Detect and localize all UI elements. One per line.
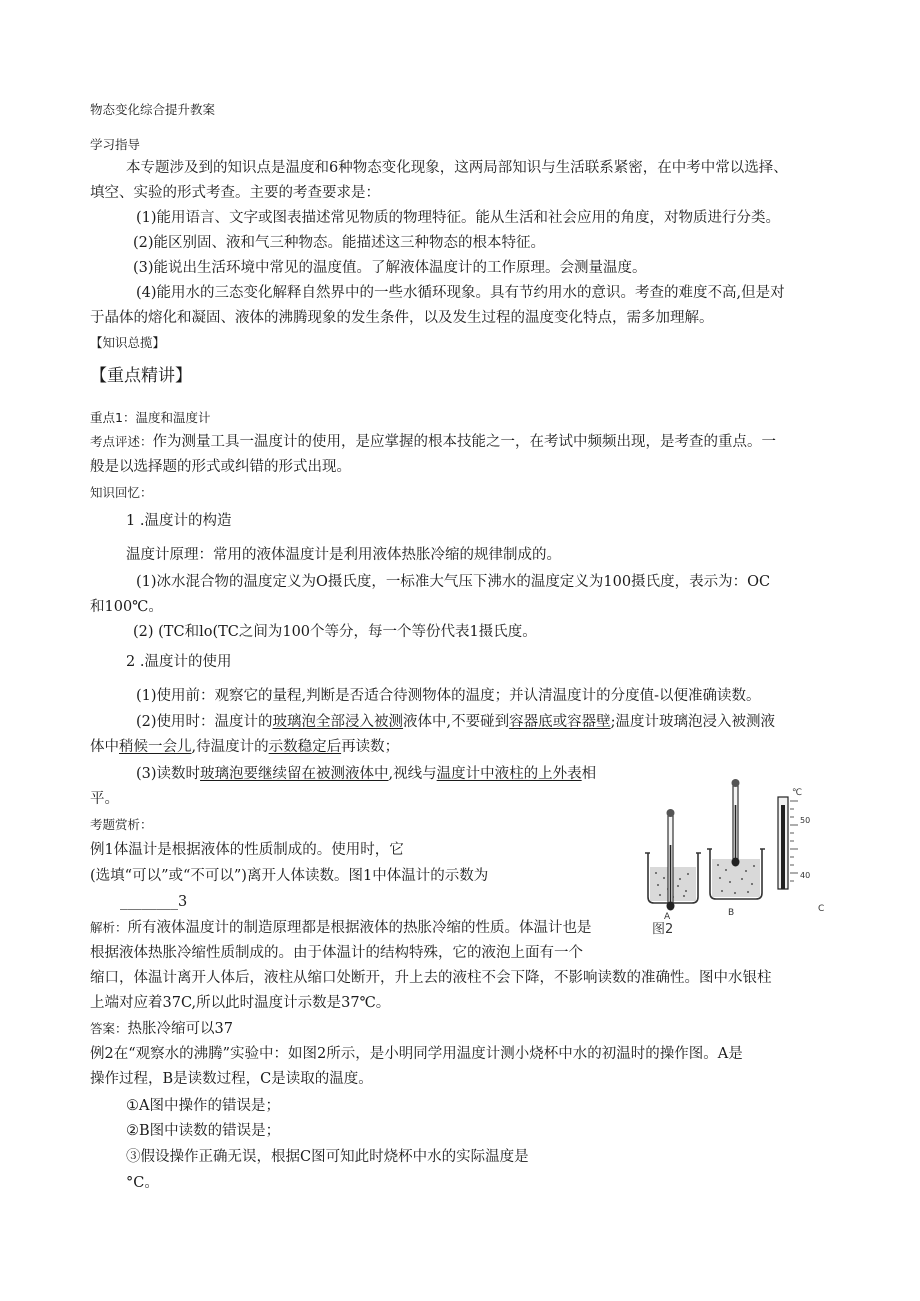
guide-heading: 学习指导 xyxy=(90,137,141,152)
analysis-label: 解析： xyxy=(90,920,128,935)
analysis-line1 xyxy=(90,918,592,938)
document-title: 物态变化综合提升教案 xyxy=(90,102,216,117)
section-1-heading: 1 .温度计的构造 xyxy=(126,513,232,529)
analysis-line4: 上端对应着37C,所以此时温度计示数是37℃。 xyxy=(90,995,391,1011)
thermometer-principle: 温度计原理：常用的液体温度计是利用液体热胀冷缩的规律制成的。 xyxy=(126,547,561,563)
review-label: 考点评述： xyxy=(90,434,153,449)
usage-2-text: 液体中,不要碰到 xyxy=(403,714,510,730)
example-1-line1: 例1体温计是根据液体的性质制成的。使用时，它 xyxy=(90,842,404,858)
usage-3-underline-b: 温度计中液柱的上外表 xyxy=(436,766,582,782)
question-3: ③假设操作正确无误，根据C图可知此时烧杯中水的实际温度是 xyxy=(126,1149,529,1165)
example-2-line2: 操作过程，B是读数过程，C是读取的温度。 xyxy=(90,1071,373,1087)
usage-2-underline-d: 示数稳定后 xyxy=(268,739,342,755)
label-c: C xyxy=(818,904,825,914)
answer-text: 热胀冷缩可以37 xyxy=(127,1021,233,1037)
label-a: A xyxy=(664,912,671,922)
usage-2-text: 体中 xyxy=(90,739,119,755)
usage-2-text: (2)使用时：温度计的 xyxy=(136,714,273,730)
requirement-3: (3)能说出生活环境中常见的温度值。了解液体温度计的工作原理。会测量温度。 xyxy=(133,260,647,276)
example-1-blank: ________3 xyxy=(120,894,188,910)
usage-1: (1)使用前：观察它的量程,判断是否适合待测物体的温度；并认清温度计的分度值-以便准确读数。 xyxy=(136,688,761,704)
example-1-line2: (选填“可以”或“不可以”)离开人体读数。图1中体温计的示数为 xyxy=(90,868,489,884)
usage-2-text: 再读数； xyxy=(341,739,400,755)
review-text: 作为测量工具一温度计的使用，是应掌握的根本技能之一，在考试中频频出现，是考查的重点。一 xyxy=(152,434,777,450)
requirement-4-line1: (4)能用水的三态变化解释自然界中的一些水循环现象。具有节约用水的意识。考查的难度不高,但是对 xyxy=(136,285,785,301)
figure-caption: 图2 xyxy=(652,922,674,935)
usage-3-text: (3)读数时 xyxy=(136,766,201,782)
key-points-heading: 【重点精讲】 xyxy=(90,366,192,386)
unit-label: ℃ xyxy=(792,788,803,798)
analysis-line3: 缩口，体温计离开人体后，液柱从缩口处断开，升上去的液柱不会下降，不影响读数的准确性。图中水银柱 xyxy=(90,970,772,986)
requirement-1: (1)能用语言、文字或图表描述常见物质的物理特征。能从生活和社会应用的角度，对物质进行分类。 xyxy=(136,210,781,226)
usage-2-underline-a: 玻璃泡全部浸入被测 xyxy=(272,714,404,730)
usage-3-underline-a: 玻璃泡要继续留在被测液体中 xyxy=(200,766,389,782)
key-point-1-title: 重点1：温度和温度计 xyxy=(90,410,211,425)
usage-2-line1 xyxy=(136,712,775,732)
question-3-unit: °C。 xyxy=(126,1175,159,1191)
usage-2-underline-c: 稍候一会儿 xyxy=(119,739,192,755)
answer-line xyxy=(90,1019,233,1039)
analysis-text: 所有液体温度计的制造原理都是根据液体的热胀冷缩的性质。体温计也是 xyxy=(127,920,592,936)
tick-50: 50 xyxy=(800,816,811,825)
construction-1-line2: 和100℃。 xyxy=(90,599,163,615)
thermometer-c xyxy=(778,797,798,889)
review-line1 xyxy=(90,432,776,452)
usage-2-text: ,待温度计的 xyxy=(191,739,269,755)
thermometer-b xyxy=(732,779,740,867)
construction-2: (2) (TC和lo(TC之间为100个等分，每一个等份代表1摄氏度。 xyxy=(133,624,537,640)
guide-paragraph-line2: 填空、实验的形式考查。主要的考查要求是： xyxy=(90,185,380,201)
requirement-2: (2)能区别固、液和气三种物态。能描述这三种物态的根本特征。 xyxy=(133,235,546,251)
guide-paragraph-line1: 本专题涉及到的知识点是温度和6种物态变化现象，这两局部知识与生活联系紧密，在中考中常以选择、 xyxy=(126,160,788,176)
usage-3-text: 相 xyxy=(581,766,597,782)
figure-2-thermometers xyxy=(640,775,830,935)
usage-2-underline-b: 容器底或容器壁 xyxy=(509,714,611,730)
analysis-line2: 根据液体热胀冷缩性质制成的。由于体温计的结构特殊，它的液泡上面有一个 xyxy=(90,945,583,961)
recall-label: 知识回忆： xyxy=(90,485,153,500)
usage-3-line1 xyxy=(136,764,596,784)
review-line2: 般是以选择题的形式或纠错的形式出现。 xyxy=(90,459,351,475)
construction-1-line1: (1)冰水混合物的温度定义为O摄氏度，一标准大气压下沸水的温度定义为100摄氏度，表示为：OC xyxy=(136,574,771,590)
label-b: B xyxy=(728,908,735,918)
answer-label: 答案： xyxy=(90,1021,128,1036)
question-2: ②B图中读数的错误是； xyxy=(126,1123,281,1139)
section-2-heading: 2 .温度计的使用 xyxy=(126,654,232,670)
usage-2-text: ;温度计玻璃泡浸入被测液 xyxy=(610,714,776,730)
exam-label: 考题赏析： xyxy=(90,817,153,832)
thermometer-a xyxy=(667,809,675,911)
usage-3-line2: 平。 xyxy=(90,791,119,807)
usage-2-line2 xyxy=(90,737,399,757)
question-1: ①A图中操作的错误是； xyxy=(126,1098,280,1114)
usage-3-text: ,视线与 xyxy=(388,766,437,782)
example-2-line1: 例2在“观察水的沸腾”实验中：如图2所示，是小明同学用温度计测小烧杯中水的初温时的操作图。A是 xyxy=(90,1046,743,1062)
tick-40: 40 xyxy=(800,871,811,880)
overview-heading: 【知识总揽】 xyxy=(90,335,166,350)
requirement-4-line2: 于晶体的熔化和凝固、液体的沸腾现象的发生条件，以及发生过程的温度变化特点，需多加理解。 xyxy=(90,310,714,326)
